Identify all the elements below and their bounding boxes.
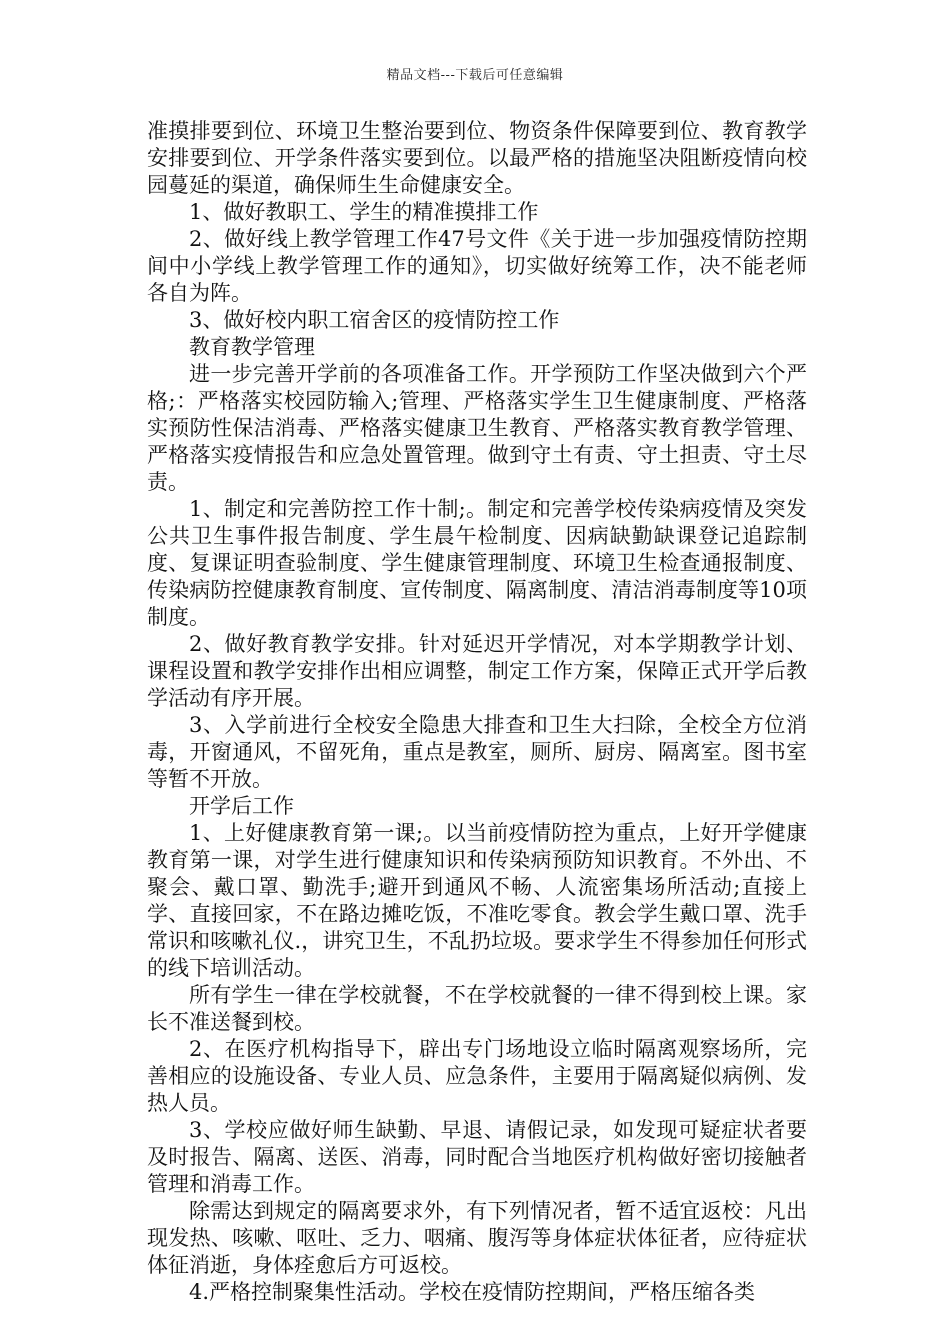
list-item: 1、制定和完善防控工作十制;。制定和完善学校传染病疫情及突发公共卫生事件报告制度、学生晨午检制度、因病缺勤缺课登记追踪制度、复课证明查验制度、学生健康管理制度、环境卫生检查通报制度、传染病防控健康教育制度、宣传制度、隔离制度、清洁消毒制度等10项制度。 xyxy=(147,497,807,629)
list-item: 2、在医疗机构指导下，辟出专门场地设立临时隔离观察场所，完善相应的设施设备、专业人员、应急条件，主要用于隔离疑似病例、发热人员。 xyxy=(147,1037,807,1115)
list-item: 3、学校应做好师生缺勤、早退、请假记录，如发现可疑症状者要及时报告、隔离、送医、消毒，同时配合当地医疗机构做好密切接触者管理和消毒工作。 xyxy=(147,1118,807,1196)
paragraph: 所有学生一律在学校就餐，不在学校就餐的一律不得到校上课。家长不准送餐到校。 xyxy=(147,983,807,1034)
paragraph: 进一步完善开学前的各项准备工作。开学预防工作坚决做到六个严格;：严格落实校园防输入;管理、严格落实学生卫生健康制度、严格落实预防性保洁消毒、严格落实健康卫生教育、严格落实教育教学管理、严格落实疫情报告和应急处置管理。做到守土有责、守土担责、守土尽责。 xyxy=(147,362,807,494)
paragraph: 除需达到规定的隔离要求外，有下列情况者，暂不适宜返校：凡出现发热、咳嗽、呕吐、乏力、咽痛、腹泻等身体症状体征者，应待症状体征消逝，身体痊愈后方可返校。 xyxy=(147,1199,807,1277)
list-item: 2、做好线上教学管理工作47号文件《关于进一步加强疫情防控期间中小学线上教学管理工作的通知》，切实做好统筹工作，决不能老师各自为阵。 xyxy=(147,227,807,305)
list-item: 3、入学前进行全校安全隐患大排查和卫生大扫除，全校全方位消毒，开窗通风，不留死角，重点是教室，厕所、厨房、隔离室。图书室等暂不开放。 xyxy=(147,713,807,791)
document-body xyxy=(147,118,807,1306)
page-header: 精品文档---下载后可任意编辑 xyxy=(386,68,564,83)
list-item: 1、做好教职工、学生的精准摸排工作 xyxy=(189,200,539,224)
section-heading: 开学后工作 xyxy=(189,794,294,818)
list-item: 2、做好教育教学安排。针对延迟开学情况，对本学期教学计划、课程设置和教学安排作出相应调整，制定工作方案，保障正式开学后教学活动有序开展。 xyxy=(147,632,807,710)
list-item: 3、做好校内职工宿舍区的疫情防控工作 xyxy=(189,308,560,332)
paragraph: 准摸排要到位、环境卫生整治要到位、物资条件保障要到位、教育教学安排要到位、开学条件落实要到位。以最严格的措施坚决阻断疫情向校园蔓延的渠道，确保师生生命健康安全。 xyxy=(147,119,807,197)
section-heading: 教育教学管理 xyxy=(189,335,315,359)
list-item: 4.严格控制聚集性活动。学校在疫情防控期间，严格压缩各类 xyxy=(189,1280,756,1304)
list-item: 1、上好健康教育第一课;。以当前疫情防控为重点，上好开学健康教育第一课，对学生进行健康知识和传染病预防知识教育。不外出、不聚会、戴口罩、勤洗手;避开到通风不畅、人流密集场所活动;直接上学、直接回家，不在路边摊吃饭，不准吃零食。教会学生戴口罩、洗手常识和咳嗽礼仪.，讲究卫生，不乱扔垃圾。要求学生不得参加任何形式的线下培训活动。 xyxy=(147,821,807,980)
